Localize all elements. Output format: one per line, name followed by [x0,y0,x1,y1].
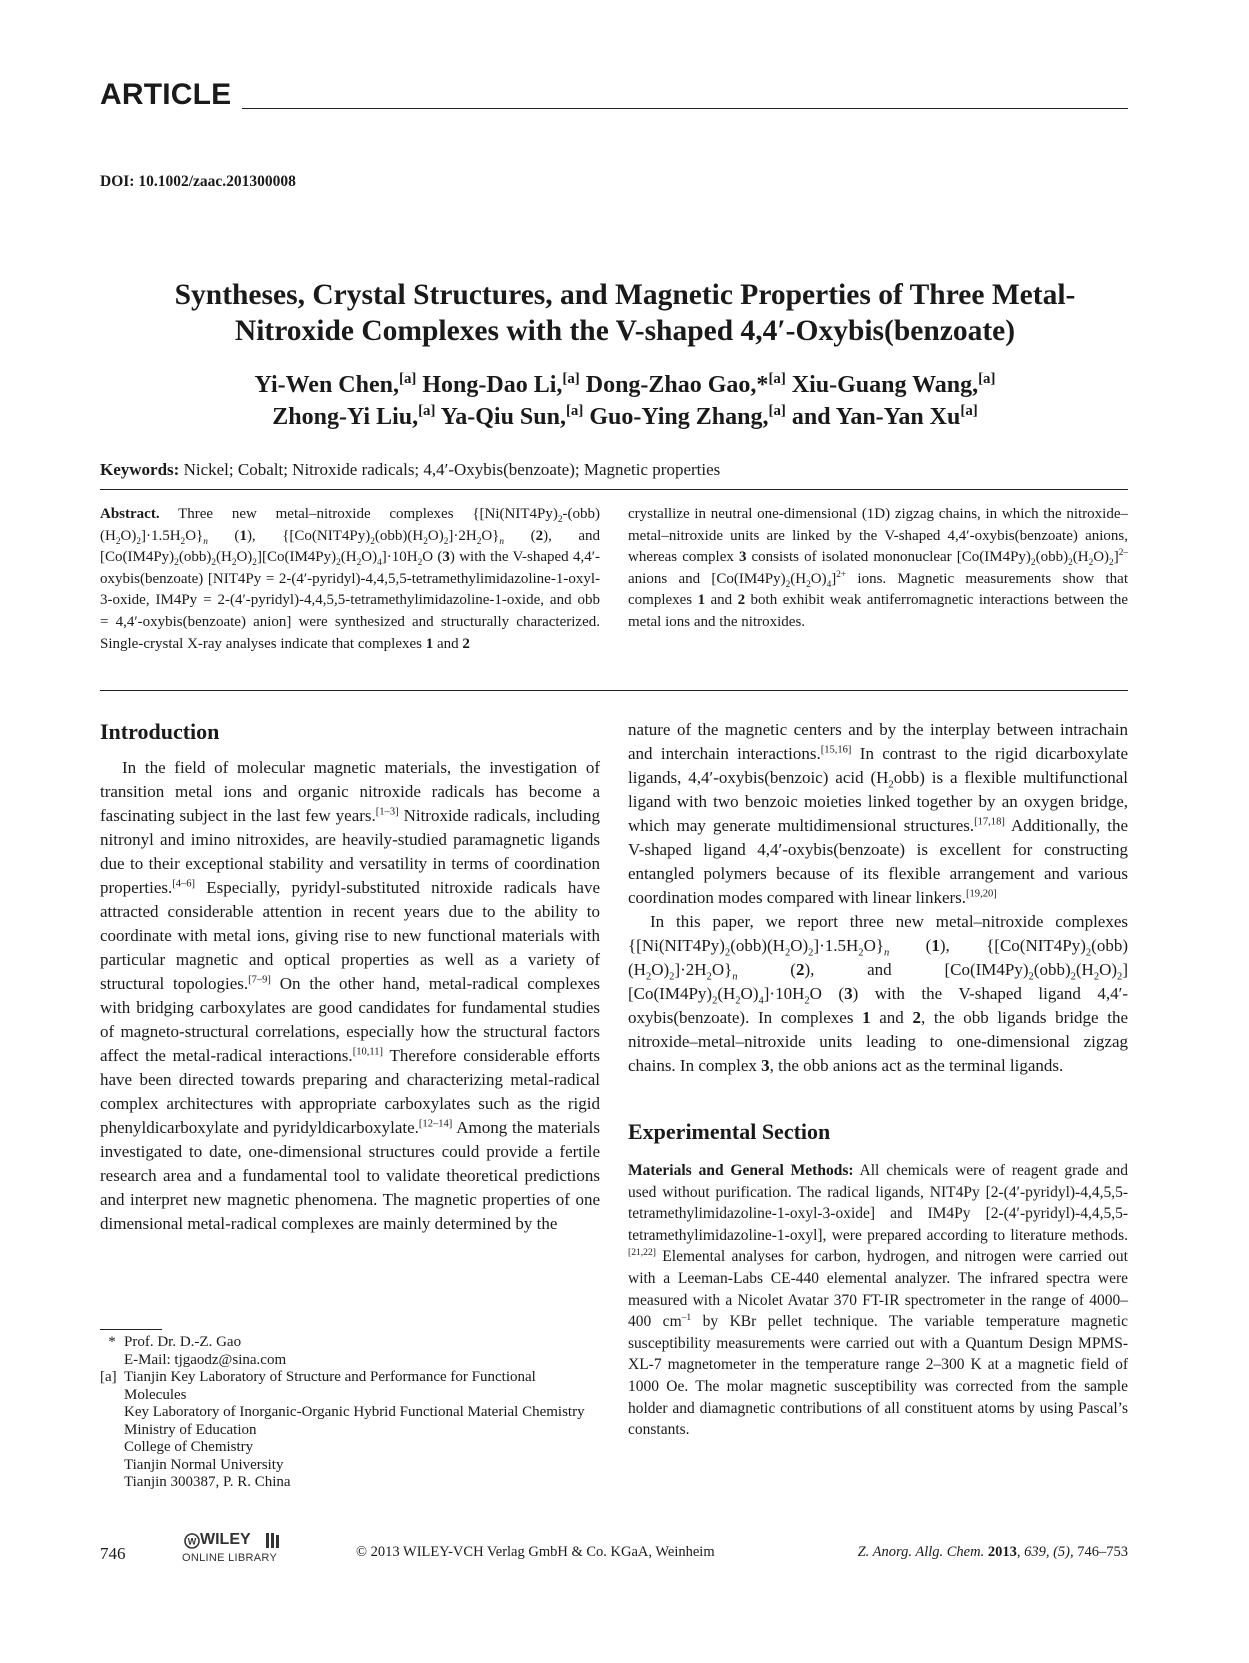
author-affiliation: [a] [418,403,436,419]
journal-name: Z. Anorg. Allg. Chem. [857,1544,985,1560]
reference-link[interactable]: [1–3] [375,806,399,818]
logo-wordmark: WILEY [200,1531,251,1548]
footnote-line: Tianjin Normal University [124,1456,284,1473]
svg-text:W: W [187,1536,197,1547]
page-number: 746 [100,1544,126,1563]
abstract-column-right [628,504,1128,634]
author-affiliation: [a] [978,371,996,387]
author-affiliation: [a] [565,403,584,419]
author-name: Zhong-Yi Liu, [272,404,419,430]
journal-volume: , 639, (5), [1016,1544,1074,1560]
keywords-text: Nickel; Cobalt; Nitroxide radicals; 4,4′-Oxybis(benzoate); Magnetic properties [183,460,721,479]
author-line-1 [110,369,1140,401]
logo-subtitle: ONLINE LIBRARY [182,1552,278,1564]
footnote-line: Tianjin Key Laboratory of Structure and Performance for Functional Molecules [124,1369,536,1403]
abstract-text: Abstract. Three new metal–nitroxide complexes $\{[Ni(NIT4Py)_2-(obb)(H_2O)_2]\cdot 1.5H_2O\}_n$ (1), $\{[Co(NIT4Py)_2(obb)(H_2O)_2]\cdot 2H_2O\}_n$ (2), and $[Co(IM4Py)_2(obb)_2(H_2O)_2][Co(IM4Py)_2(H_2O)_4]\cdot 10H_2O$ (3) with the V-shaped 4,4′-oxybis(benzoate) [NIT4Py = 2-(4′-pyridyl)-4,4,5,5-tetramethylimidazoline-1-oxyl-3-oxide, IM4Py = 2-(4′-pyridyl)-4,4,5,5-tetramethylimidazoline-1-oxide, and obb = 4,4′-oxybis(benzoate) anion] were synthesized and structurally characterized. Single-crystal X-ray analyses indicate that complexes 1 and 2 [100,506,601,652]
article-title [110,277,1140,349]
abstract-top-rule [100,489,1128,490]
materials-methods-paragraph: Materials and General Methods: All chemicals were of reagent grade and used without purification. The radical ligands, NIT4Py [2-(4′-pyridyl)-4,4,5,5-tetramethylimidazoline-1-oxyl-3-oxide] and IM4Py [2-(4′-pyridyl)-4,4,5,5-tetramethylimidazoline-1-oxyl], were prepared according to literature methods.[21,22] Elemental analyses for carbon, hydrogen, and nitrogen were carried out with a Leeman-Labs CE-440 elemental analyzer. The infrared spectra were measured with a Nicolet Avatar 370 FT-IR spectrometer in the range of 4000–400 $cm^{-1}$ by KBr pellet technique. The variable temperature magnetic susceptibility measurements were carried out with a Quantum Design MPMS-XL-7 magnetometer in the temperature range 2–300 K at a magnetic field of 1000 Oe. The molar magnetic susceptibility was corrected from the sample holder and diamagnetic contributions of all constituent atoms by using Pascal’s constants. [628,1162,1128,1439]
section-label: ARTICLE [100,78,232,111]
journal-year: 2013 [987,1544,1017,1560]
journal-citation [820,1544,1128,1561]
footnote-line: Prof. Dr. D.-Z. Gao [124,1334,242,1350]
introduction-paragraph-1-tail: nature of the magnetic centers and by the interplay between intrachain and interchain interactions.[15,16] In contrast to the rigid dicarboxylate ligands, 4,4′-oxybis(benzoic) acid $(H_2obb)$ is a flexible multifunctional ligand with two benzoic moieties linked together by an oxygen bridge, which may generate multidimensional structures.[17,18] Additionally, the V-shaped ligand 4,4′-oxybis(benzoate) is excellent for constructing entangled polymers because of its flexible arrangement and various coordination modes compared with linear linkers.[19,20] [628,720,1129,907]
footnote-corresponding-author: * Prof. Dr. D.-Z. Gao E-Mail: tjgaodz@sina.com [100,1334,600,1369]
title-line-2: Nitroxide Complexes with the V-shaped 4,4′-Oxybis(benzoate) [234,315,1016,347]
author-affiliation: [a] [768,371,786,387]
reference-link[interactable]: [12–14] [418,1118,453,1130]
reference-link[interactable]: [19,20] [966,888,997,900]
footnote-line: Ministry of Education [124,1421,257,1438]
reference-link[interactable]: [21,22] [628,1247,656,1259]
abstract-bottom-rule [100,690,1128,691]
body-column-right-content [628,718,1128,1441]
author-name: Xiu-Guang Wang, [791,372,979,398]
wiley-online-library-logo[interactable] [182,1532,302,1570]
author-name: and Yan-Yan Xu [791,404,961,430]
abstract-column-left [100,504,600,655]
author-affiliation: [a] [768,403,786,419]
author-affiliation: [a] [562,371,580,387]
author-name: Dong-Zhao Gao,* [585,372,769,398]
reference-link[interactable]: [4–6] [172,878,196,890]
author-name: Yi-Wen Chen, [254,372,399,398]
author-list [110,369,1140,433]
author-name: Hong-Dao Li, [422,372,563,398]
experimental-heading: Experimental Section [628,1119,831,1144]
author-name: Guo-Ying Zhang, [589,404,769,430]
text-run: nature of the magnetic centers and by the interplay between intrachain and interchain interactions. [628,720,1128,763]
footnote-line: College of Chemistry [124,1439,254,1455]
footnote-email[interactable]: E-Mail: tjgaodz@sina.com [124,1351,287,1368]
footnote-line: Key Laboratory of Inorganic-Organic Hybrid Functional Material Chemistry [124,1404,585,1420]
reference-link[interactable]: [10,11] [352,1046,384,1058]
copyright: © 2013 WILEY-VCH Verlag GmbH & Co. KGaA, Weinheim [356,1544,715,1560]
reference-link[interactable]: [15,16] [820,744,852,756]
author-affiliation: [a] [399,371,417,387]
footnote-rule [100,1329,162,1330]
reference-link[interactable]: [17,18] [974,816,1005,828]
journal-pages: 746–753 [1073,1544,1128,1560]
materials-methods-label: Materials and General Methods: [628,1162,854,1179]
author-affiliation: [a] [960,403,978,419]
introduction-heading: Introduction [100,719,220,744]
author-name: Ya-Qiu Sun, [440,404,566,430]
header-rule [242,108,1128,109]
keywords [100,460,720,480]
abstract-label: Abstract. [100,506,160,522]
abstract-text-continued: crystallize in neutral one-dimensional (1D) zigzag chains, in which the nitroxide–metal–nitroxide units are linked by the V-shaped 4,4′-oxybis(benzoate) anions, whereas complex 3 consists of isolated mononuclear $[Co(IM4Py)_2(obb)_2(H_2O)_2]^{2-}$ anions and $[Co(IM4Py)_2(H_2O)_4]^{2+}$ ions. Magnetic measurements show that complexes 1 and 2 both exhibit weak antiferromagnetic interactions between the metal ions and the nitroxides. [628,506,1128,630]
footnote-affiliation: [a] Tianjin Key Laboratory of Structure and Performance for Functional Molecules Key Laboratory of Inorganic-Organic Hybrid Functional Material Chemistry Ministry of Education College of Chemistry Tianjin Normal University Tianjin 300387, P. R. China [100,1369,600,1492]
keywords-label: Keywords: [100,460,180,479]
author-line-2 [110,401,1140,433]
footnote-line: Tianjin 300387, P. R. China [124,1474,291,1490]
introduction-paragraph-1: In the field of molecular magnetic materials, the investigation of transition metal ions and organic nitroxide radicals has become a fascinating subject in the last few years.[1–3] Nitroxide radicals, including nitronyl and imino nitroxides, are heavily-studied paramagnetic ligands due to their exceptional stability and versatility in terms of coordination properties.[4–6] Especially, pyridyl-substituted nitroxide radicals have attracted considerable attention in recent years due to the ability to coordinate with metal ions, giving rise to new functional materials with particular magnetic and optical properties as well as a variety of structural topologies.[7–9] On the other hand, metal-radical complexes with bridging carboxylates are good candidates for fundamental studies of magneto-structural correlations, especially how the structural factors affect the metal-radical interactions.[10,11] Therefore considerable efforts have been directed towards preparing and characterizing metal-radical complex architectures with appropriate carboxylates such as the rigid phenyldicarboxylate and pyridyldicarboxylate.[12–14] Among the materials investigated to date, one-dimensional structures could provide a fertile research area and a fundamental tool to validate theoretical predictions and interpret new magnetic phenomena. The magnetic properties of one dimensional metal-radical complexes are mainly determined by the [100,758,600,1233]
body-column-left [100,718,600,1236]
introduction-paragraph-2: In this paper, we report three new metal–nitroxide complexes $\{[Ni(NIT4Py)_2(obb)(H_2O)_2]\cdot 1.5H_2O\}_n$ (1), $\{[Co(NIT4Py)_2(obb)(H_2O)_2]\cdot 2H_2O\}_n$ (2), and $[Co(IM4Py)_2(obb)_2(H_2O)_2][Co(IM4Py)_2(H_2O)_4]\cdot 10H_2O$ (3) with the V-shaped ligand 4,4′-oxybis(benzoate). In complexes 1 and 2, the obb ligands bridge the nitroxide–metal–nitroxide units leading to one-dimensional zigzag chains. In complex 3, the obb anions act as the terminal ligands. [628,912,1128,1075]
doi[interactable]: DOI: 10.1002/zaac.201300008 [100,173,296,190]
title-line-1: Syntheses, Crystal Structures, and Magnetic Properties of Three Metal- [174,279,1076,311]
footnotes [100,1334,600,1492]
reference-link[interactable]: [7–9] [248,974,271,986]
